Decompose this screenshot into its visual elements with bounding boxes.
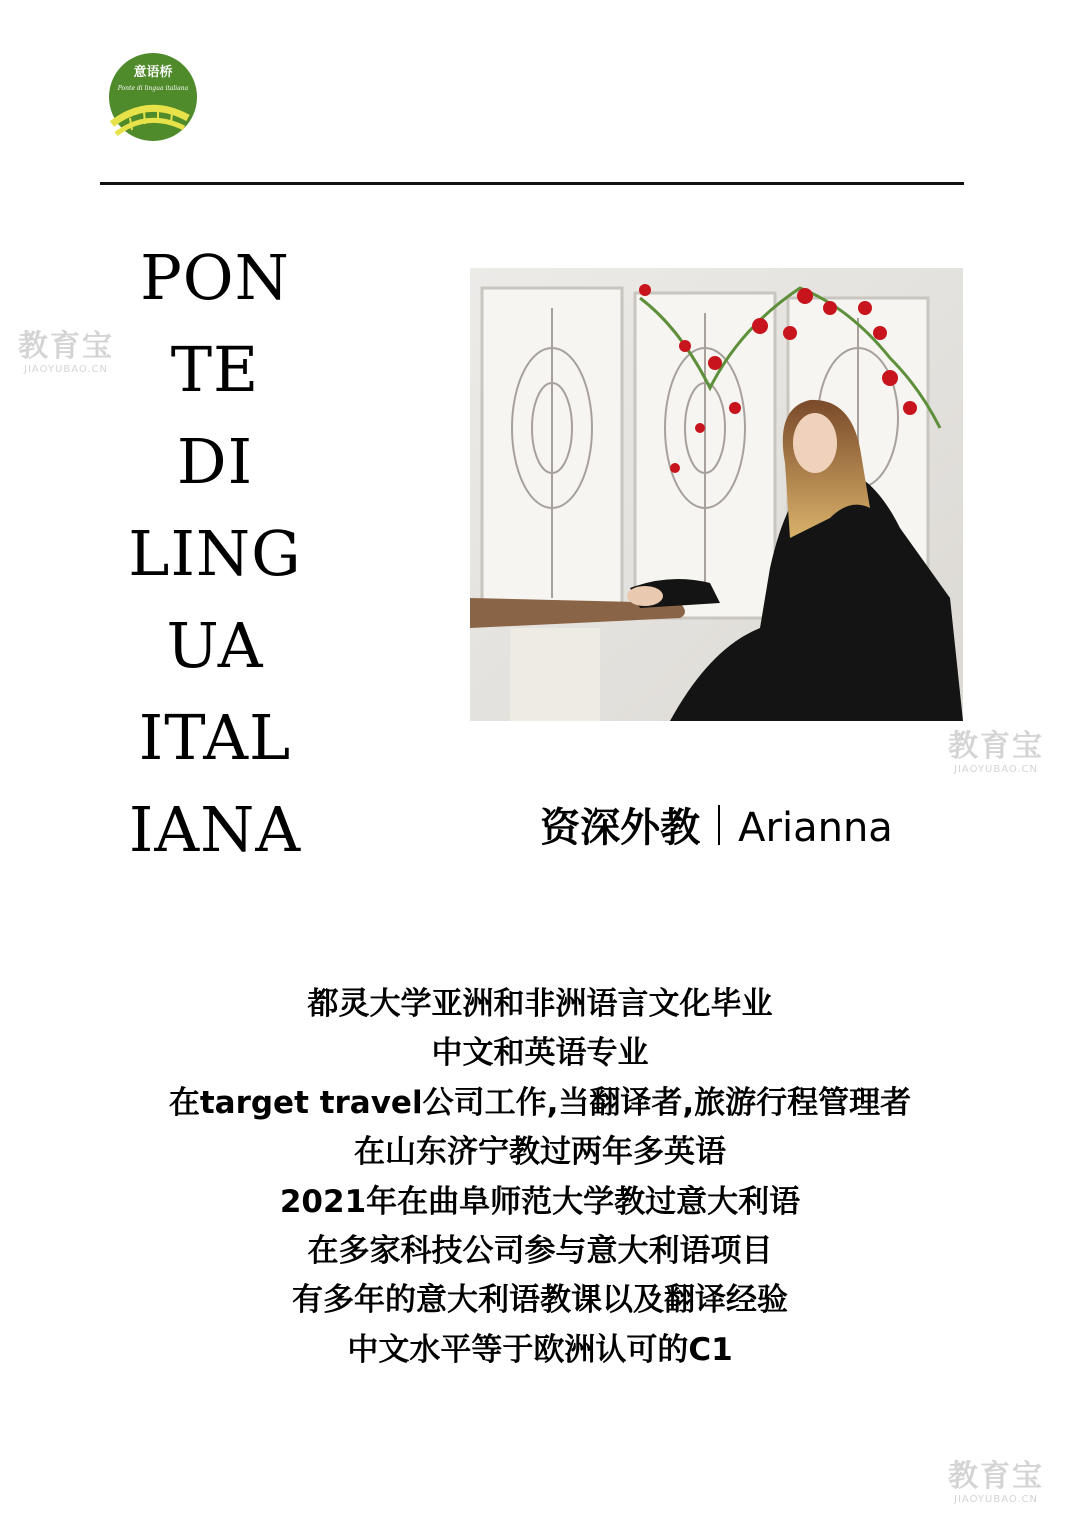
bio-line: 中文和英语专业 bbox=[431, 1035, 649, 1072]
title-line: ITAL bbox=[138, 701, 292, 774]
logo-name-it: Ponte di lingua italiana bbox=[117, 85, 189, 92]
title-line: IANA bbox=[128, 793, 302, 866]
watermark-domain: JIAOYUBAO.CN bbox=[954, 1494, 1038, 1505]
bio-line: 在山东济宁教过两年多英语 bbox=[354, 1134, 726, 1171]
logo-graphic bbox=[108, 52, 198, 142]
watermark bbox=[948, 730, 1044, 776]
teacher-photo bbox=[470, 268, 963, 721]
title-line: LING bbox=[128, 517, 302, 590]
school-name-title bbox=[110, 232, 320, 876]
bio-line: 2021年在曲阜师范大学教过意大利语 bbox=[279, 1183, 801, 1220]
bio-line: 在target travel公司工作,当翻译者,旅游行程管理者 bbox=[168, 1084, 912, 1121]
title-line: PON bbox=[140, 241, 290, 314]
watermark-text: 教育宝 bbox=[948, 729, 1044, 764]
title-line: DI bbox=[176, 425, 254, 498]
brand-logo bbox=[108, 52, 198, 142]
watermark bbox=[948, 1460, 1044, 1506]
title-line: TE bbox=[170, 333, 260, 406]
bio-line: 都灵大学亚洲和非洲语言文化毕业 bbox=[307, 986, 773, 1022]
bio-line: 中文水平等于欧洲认可的C1 bbox=[347, 1331, 733, 1368]
title-line: UA bbox=[166, 609, 264, 682]
teacher-bio bbox=[60, 980, 1020, 1375]
bio-line: 在多家科技公司参与意大利语项目 bbox=[307, 1233, 773, 1270]
watermark-text: 教育宝 bbox=[18, 329, 114, 364]
header-divider bbox=[100, 182, 964, 185]
watermark-domain: JIAOYUBAO.CN bbox=[954, 764, 1038, 775]
watermark bbox=[18, 330, 114, 376]
caption-separator bbox=[718, 805, 720, 845]
teacher-role: 资深外教 bbox=[540, 805, 701, 851]
watermark-domain: JIAOYUBAO.CN bbox=[24, 364, 108, 375]
teacher-caption bbox=[470, 798, 963, 858]
logo-name-cn: 意语桥 bbox=[133, 65, 173, 80]
bio-line: 有多年的意大利语教课以及翻译经验 bbox=[292, 1282, 788, 1319]
watermark-text: 教育宝 bbox=[948, 1459, 1044, 1494]
teacher-name: Arianna bbox=[738, 805, 893, 851]
